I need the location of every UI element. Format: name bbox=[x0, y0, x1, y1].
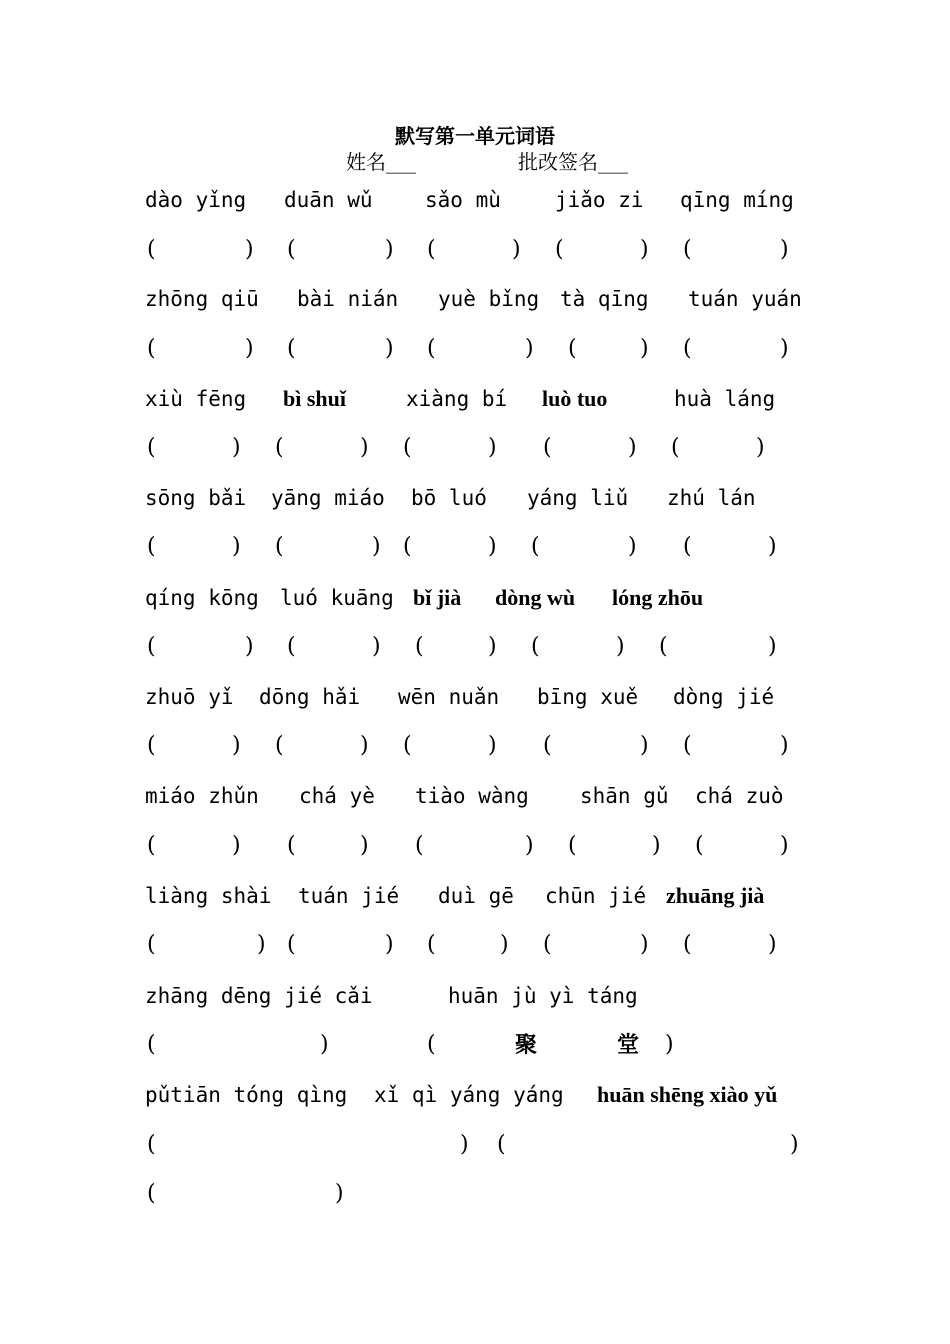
answer-blank-close: ) bbox=[232, 534, 241, 559]
answer-blank-open: ( bbox=[275, 534, 284, 559]
pinyin-word: tiào wàng bbox=[415, 784, 529, 808]
answer-blank-open: ( bbox=[683, 336, 692, 361]
pinyin-row bbox=[0, 981, 950, 1011]
answer-blank-open: ( bbox=[403, 534, 412, 559]
answer-blank-open: ( bbox=[695, 833, 704, 858]
pinyin-word: dòng jié bbox=[673, 685, 775, 709]
answer-blank-open: ( bbox=[275, 733, 284, 758]
answer-blank-close: ) bbox=[488, 534, 497, 559]
pinyin-word: dào yǐng bbox=[145, 188, 247, 212]
pinyin-row bbox=[0, 185, 950, 215]
pinyin-word: yuè bǐng bbox=[438, 287, 540, 311]
pinyin-word: zhuāng jià bbox=[666, 883, 765, 908]
pinyin-word: lóng zhōu bbox=[612, 585, 704, 610]
pinyin-word: qīng míng bbox=[680, 188, 794, 212]
pinyin-word: sǎo mù bbox=[425, 188, 501, 212]
pinyin-word: duì gē bbox=[438, 884, 514, 908]
answer-blank-close: ) bbox=[790, 1132, 799, 1157]
answer-blank-open: ( bbox=[403, 733, 412, 758]
answer-blank-open: ( bbox=[531, 534, 540, 559]
answer-row bbox=[0, 731, 950, 761]
answer-blank-close: ) bbox=[628, 435, 637, 460]
answer-blank-open: ( bbox=[427, 336, 436, 361]
pinyin-word: chá zuò bbox=[695, 784, 784, 808]
answer-blank-close: ) bbox=[385, 237, 394, 262]
grader-signature-label: 批改签名___ bbox=[518, 150, 628, 174]
pinyin-word: zhuō yǐ bbox=[145, 685, 234, 709]
answer-blank-open: ( bbox=[287, 932, 296, 957]
answer-row bbox=[0, 1130, 950, 1160]
answer-blank-close: ) bbox=[488, 634, 497, 659]
pinyin-word: jiǎo zi bbox=[555, 188, 644, 212]
pinyin-word: miáo zhǔn bbox=[145, 784, 259, 808]
answer-row bbox=[0, 235, 950, 265]
answer-blank-open: ( bbox=[287, 634, 296, 659]
pinyin-word: tà qīng bbox=[560, 287, 649, 311]
answer-blank-close: ) bbox=[616, 634, 625, 659]
answer-row bbox=[0, 831, 950, 861]
answer-blank-close: ) bbox=[257, 932, 266, 957]
pinyin-row bbox=[0, 583, 950, 613]
pinyin-row bbox=[0, 1080, 950, 1110]
pinyin-word: zhú lán bbox=[667, 486, 756, 510]
answer-blank-open: ( bbox=[543, 932, 552, 957]
answer-blank-open: ( bbox=[147, 534, 156, 559]
answer-blank-open: ( bbox=[568, 336, 577, 361]
pinyin-word: chūn jié bbox=[545, 884, 647, 908]
pinyin-word: wēn nuǎn bbox=[398, 685, 500, 709]
pinyin-word: shān gǔ bbox=[580, 784, 669, 808]
pinyin-word: chá yè bbox=[299, 784, 375, 808]
pinyin-word: liàng shài bbox=[145, 884, 272, 908]
answer-blank-close: ) bbox=[780, 336, 789, 361]
answer-blank-close: ) bbox=[640, 336, 649, 361]
answer-blank-close: ) bbox=[652, 833, 661, 858]
answer-blank-close: ) bbox=[500, 932, 509, 957]
answer-blank-open: ( bbox=[415, 634, 424, 659]
pinyin-word: bīng xuě bbox=[537, 685, 639, 709]
answer-blank-open: ( bbox=[287, 833, 296, 858]
answer-blank-close: ) bbox=[525, 336, 534, 361]
answer-blank-close: ) bbox=[780, 237, 789, 262]
answer-blank-open: ( bbox=[427, 932, 436, 957]
answer-blank-open: ( bbox=[683, 733, 692, 758]
pinyin-word: duān wǔ bbox=[284, 188, 373, 212]
pinyin-row bbox=[0, 284, 950, 314]
answer-blank-open: ( bbox=[147, 833, 156, 858]
pinyin-row bbox=[0, 384, 950, 414]
pinyin-word: pǔtiān tóng qìng bbox=[145, 1083, 348, 1107]
answer-blank-open: ( bbox=[427, 1032, 436, 1057]
answer-blank-open: ( bbox=[415, 833, 424, 858]
answer-blank-close: ) bbox=[512, 237, 521, 262]
pinyin-word: qíng kōng bbox=[145, 586, 259, 610]
answer-blank-open: ( bbox=[531, 634, 540, 659]
pinyin-word: luó kuāng bbox=[280, 586, 394, 610]
pinyin-row bbox=[0, 682, 950, 712]
answer-blank-close: ) bbox=[232, 833, 241, 858]
pinyin-word: huān jù yì táng bbox=[448, 984, 638, 1008]
answer-blank-close: ) bbox=[768, 534, 777, 559]
answer-blank-open: ( bbox=[147, 634, 156, 659]
answer-blank-close: ) bbox=[232, 733, 241, 758]
answer-row bbox=[0, 930, 950, 960]
answer-blank-close: ) bbox=[628, 534, 637, 559]
answer-blank-close: ) bbox=[768, 634, 777, 659]
pinyin-word: bǐ jià bbox=[413, 585, 462, 610]
answer-blank-close: ) bbox=[525, 833, 534, 858]
answer-blank-close: ) bbox=[360, 435, 369, 460]
pinyin-word: zhāng dēng jié cǎi bbox=[145, 984, 373, 1008]
pinyin-word: dōng hǎi bbox=[259, 685, 361, 709]
pinyin-word: huān shēng xiào yǔ bbox=[597, 1082, 778, 1107]
pinyin-word: bài nián bbox=[297, 287, 399, 311]
answer-blank-close: ) bbox=[640, 932, 649, 957]
answer-blank-open: ( bbox=[287, 237, 296, 262]
answer-blank-close: ) bbox=[756, 435, 765, 460]
page-title: 默写第一单元词语 bbox=[395, 124, 555, 148]
answer-blank-close: ) bbox=[488, 435, 497, 460]
answer-blank-close: ) bbox=[385, 932, 394, 957]
pinyin-row bbox=[0, 781, 950, 811]
answer-row bbox=[0, 1030, 950, 1060]
answer-blank-close: ) bbox=[780, 733, 789, 758]
answer-blank-close: ) bbox=[488, 733, 497, 758]
answer-blank-close: ) bbox=[372, 634, 381, 659]
answer-blank-close: ) bbox=[245, 634, 254, 659]
answer-blank-open: ( bbox=[555, 237, 564, 262]
pinyin-word: luò tuo bbox=[542, 386, 608, 411]
answer-blank-close: ) bbox=[768, 932, 777, 957]
pinyin-word: xǐ qì yáng yáng bbox=[374, 1083, 564, 1107]
answer-blank-open: ( bbox=[275, 435, 284, 460]
answer-blank-open: ( bbox=[659, 634, 668, 659]
answer-blank-open: ( bbox=[543, 733, 552, 758]
answer-blank-close: ) bbox=[232, 435, 241, 460]
answer-blank-close: ) bbox=[245, 237, 254, 262]
pinyin-word: tuán jié bbox=[298, 884, 400, 908]
pinyin-word: tuán yuán bbox=[688, 287, 802, 311]
answer-blank-open: ( bbox=[497, 1132, 506, 1157]
answer-blank-close: ) bbox=[640, 237, 649, 262]
answer-blank-close: ) bbox=[460, 1132, 469, 1157]
answer-row bbox=[0, 334, 950, 364]
answer-blank-close: ) bbox=[640, 733, 649, 758]
given-character: 聚 bbox=[515, 1032, 538, 1058]
answer-blank-close: ) bbox=[335, 1181, 344, 1206]
pinyin-word: bì shuǐ bbox=[283, 386, 346, 411]
answer-blank-open: ( bbox=[683, 932, 692, 957]
pinyin-word: bō luó bbox=[411, 486, 487, 510]
pinyin-word: huà láng bbox=[674, 387, 776, 411]
pinyin-row bbox=[0, 881, 950, 911]
answer-blank-open: ( bbox=[147, 1181, 156, 1206]
answer-blank-open: ( bbox=[683, 534, 692, 559]
pinyin-word: xiù fēng bbox=[145, 387, 247, 411]
pinyin-row bbox=[0, 483, 950, 513]
pinyin-word: sōng bǎi bbox=[145, 486, 247, 510]
answer-blank-open: ( bbox=[683, 237, 692, 262]
answer-blank-open: ( bbox=[671, 435, 680, 460]
answer-blank-open: ( bbox=[147, 237, 156, 262]
answer-blank-open: ( bbox=[427, 237, 436, 262]
answer-blank-close: ) bbox=[372, 534, 381, 559]
given-character: 堂 bbox=[617, 1032, 640, 1058]
answer-row bbox=[0, 532, 950, 562]
answer-row bbox=[0, 1179, 950, 1209]
answer-blank-open: ( bbox=[403, 435, 412, 460]
answer-blank-open: ( bbox=[543, 435, 552, 460]
answer-blank-open: ( bbox=[287, 336, 296, 361]
answer-blank-open: ( bbox=[147, 733, 156, 758]
pinyin-word: dòng wù bbox=[495, 585, 576, 610]
answer-blank-open: ( bbox=[147, 1032, 156, 1057]
pinyin-word: zhōng qiū bbox=[145, 287, 259, 311]
pinyin-word: yáng liǔ bbox=[527, 486, 629, 510]
answer-blank-open: ( bbox=[568, 833, 577, 858]
name-field-label: 姓名___ bbox=[346, 150, 416, 174]
answer-blank-open: ( bbox=[147, 435, 156, 460]
pinyin-word: xiàng bí bbox=[406, 387, 508, 411]
pinyin-word: yāng miáo bbox=[271, 486, 385, 510]
answer-blank-close: ) bbox=[245, 336, 254, 361]
answer-row bbox=[0, 632, 950, 662]
answer-blank-open: ( bbox=[147, 932, 156, 957]
answer-blank-close: ) bbox=[780, 833, 789, 858]
answer-blank-close: ) bbox=[360, 833, 369, 858]
answer-blank-close: ) bbox=[360, 733, 369, 758]
answer-blank-open: ( bbox=[147, 1132, 156, 1157]
answer-blank-open: ( bbox=[147, 336, 156, 361]
answer-blank-close: ) bbox=[665, 1032, 674, 1057]
answer-blank-close: ) bbox=[320, 1032, 329, 1057]
answer-blank-close: ) bbox=[385, 336, 394, 361]
answer-row bbox=[0, 433, 950, 463]
